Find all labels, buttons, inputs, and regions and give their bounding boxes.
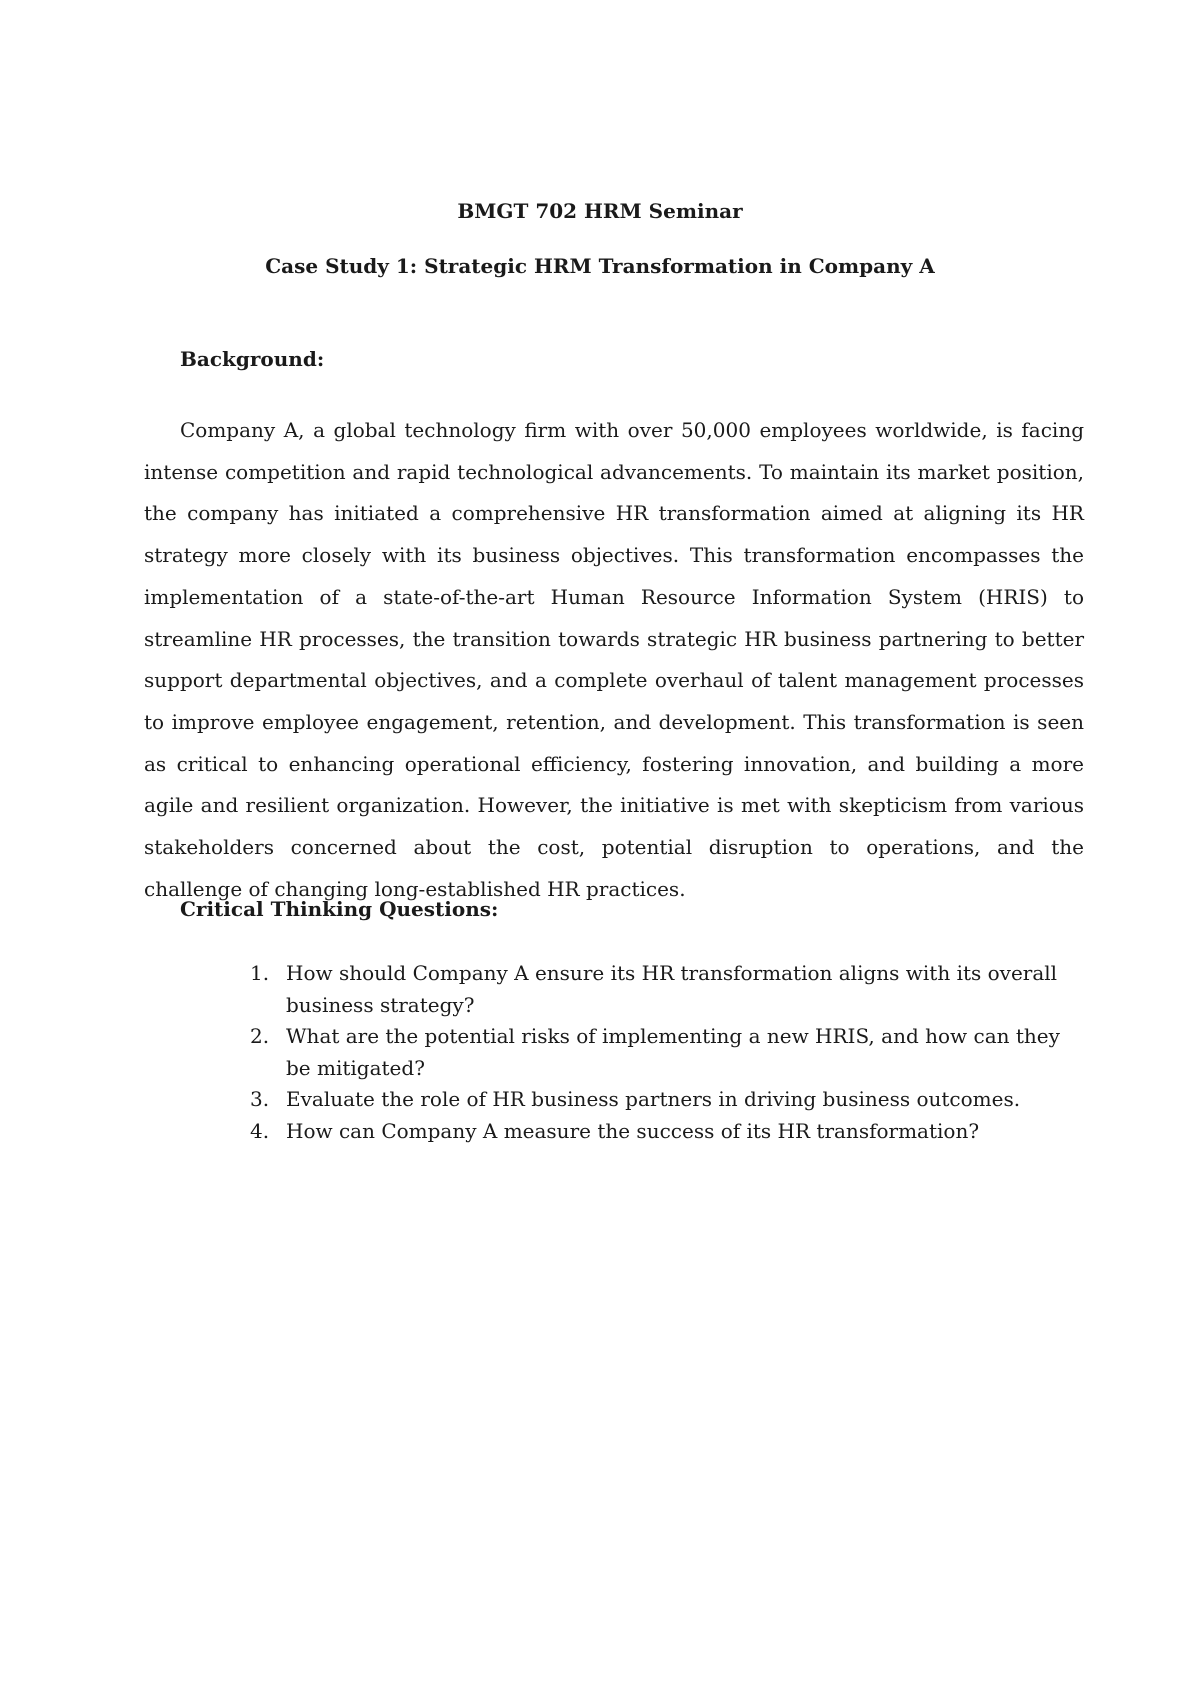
question-text: How can Company A measure the success of its HR transformation? <box>286 1118 980 1143</box>
question-item <box>240 1084 1060 1116</box>
question-item <box>240 958 1060 1021</box>
question-text: What are the potential risks of implementing a new HRIS, and how can they be mitigated? <box>286 1024 1060 1080</box>
question-number: 4. <box>250 1118 270 1143</box>
question-number: 1. <box>250 961 270 985</box>
question-number: 3. <box>250 1087 270 1111</box>
question-item <box>240 1021 1060 1084</box>
case-study-title: Case Study 1: Strategic HRM Transformation in Company A <box>265 254 935 278</box>
course-title: BMGT 702 HRM Seminar <box>457 199 743 223</box>
questions-list <box>240 958 1060 1147</box>
question-text: Evaluate the role of HR business partners in driving business outcomes. <box>286 1087 1021 1111</box>
question-text: How should Company A ensure its HR transformation aligns with its overall business strategy? <box>286 961 1058 1017</box>
question-item <box>240 1116 1060 1148</box>
background-paragraph: Company A, a global technology firm with over 50,000 employees worldwide, is facing intense competition and rapid technological advancements. To maintain its market position, the company has initiated a comprehensive HR transformation aimed at aligning its HR strategy more closely with its business objectives. This transformation encompasses the implementation of a state-of-the-art Human Resource Information System (HRIS) to streamline HR processes, the transition towards strategic HR business partnering to better support departmental objectives, and a complete overhaul of talent management processes to improve employee engagement, retention, and development. This transformation is seen as critical to enhancing operational efficiency, fostering innovation, and building a more agile and resilient organization. However, the initiative is met with skepticism from various stakeholders concerned about the cost, potential disruption to operations, and the challenge of changing long-established HR practices. <box>144 418 1084 901</box>
question-number: 2. <box>250 1024 270 1048</box>
questions-heading: Critical Thinking Questions: <box>180 897 499 921</box>
background-heading: Background: <box>180 347 325 371</box>
